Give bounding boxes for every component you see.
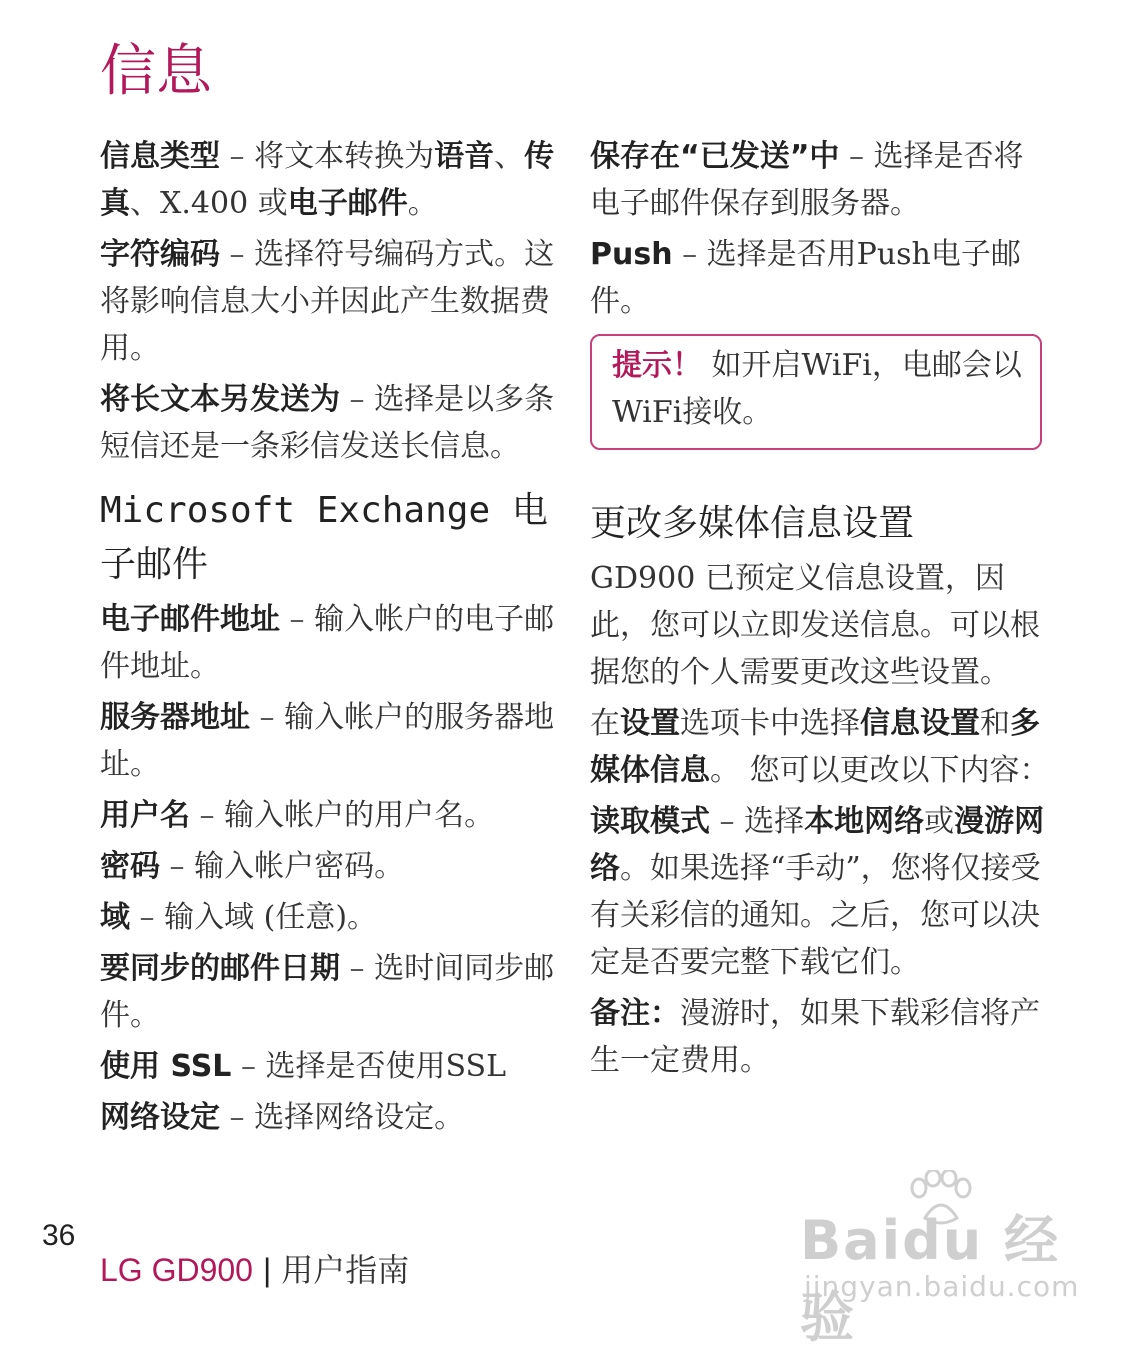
dash: –: [839, 139, 874, 174]
exchange-heading: [100, 484, 560, 592]
dash: –: [190, 798, 225, 833]
exchange-setting-item: [100, 843, 560, 890]
text: 选择: [744, 804, 805, 839]
text: 在: [590, 706, 620, 741]
description: 选择是否将电子邮件保存到服务器。: [590, 139, 1024, 221]
page-title: 信息: [100, 39, 212, 104]
guide-label: 用户指南: [281, 1252, 410, 1288]
description: 输入帐户的用户名。: [224, 798, 495, 833]
left-column: [100, 133, 560, 1145]
term: 使用 SSL: [100, 1049, 232, 1084]
description: 选择符号编码方式。这将影响信息大小并因此产生数据费用。: [100, 237, 555, 366]
description: 选择是否使用SSL: [265, 1049, 507, 1084]
term: 将长文本另发送为: [100, 382, 340, 417]
exchange-setting-item: [100, 894, 560, 941]
footer: [100, 1250, 409, 1290]
watermark-url: jingyan.baidu.com: [804, 1270, 1080, 1303]
model-name: LG GD900: [100, 1252, 253, 1288]
dash: –: [231, 1049, 266, 1084]
text: 。 您可以更改以下内容：: [710, 753, 1050, 788]
description: 选择是以多条短信还是一条彩信发送长信息。: [100, 382, 555, 464]
exchange-settings-list: [100, 596, 560, 1141]
dash: –: [220, 237, 255, 272]
term: 信息类型: [100, 139, 220, 174]
dash: –: [280, 602, 315, 637]
description: 选时间同步邮件。: [100, 951, 555, 1033]
mms-intro: GD900 已预定义信息设置，因此，您可以立即发送信息。可以根据您的个人需要更改这些设置。: [590, 561, 1040, 690]
dash: –: [672, 237, 707, 272]
heading-latin: Microsoft Exchange: [100, 490, 512, 531]
roaming-note: [590, 990, 1050, 1084]
save-sent-setting: [590, 133, 1050, 227]
text: 将文本转换为: [254, 139, 435, 174]
term: 要同步的邮件日期: [100, 951, 340, 986]
note-label: 备注：: [590, 996, 680, 1031]
description: 选择网络设定。: [254, 1100, 465, 1135]
long-text-setting: [100, 376, 560, 470]
option-home-network: 本地网络: [804, 804, 925, 839]
exchange-setting-item: [100, 792, 560, 839]
dash: –: [250, 700, 285, 735]
dash: –: [340, 951, 375, 986]
dash: –: [220, 139, 255, 174]
text: 。: [407, 186, 438, 221]
option-roaming-network: 漫游网络: [590, 804, 1045, 886]
heading-zh: 电子邮件: [100, 490, 548, 585]
text: 。如果选择“手动”，您将仅接受有关彩信的通知。之后，您可以决定是否要完整下载它们。: [590, 851, 1041, 980]
description: 输入帐户密码。: [194, 849, 405, 884]
baidu-watermark: [800, 1170, 1080, 1349]
text: 或: [924, 804, 955, 839]
multimedia-message: 多媒体信息: [590, 706, 1040, 788]
retrieval-mode-setting: [590, 798, 1050, 986]
dash: –: [710, 804, 745, 839]
option-email: 电子邮件: [287, 186, 408, 221]
description: 输入帐户的电子邮件地址。: [100, 602, 555, 684]
message-type-setting: [100, 133, 560, 227]
dash: –: [340, 382, 375, 417]
mms-navigation: [590, 700, 1050, 794]
note-text: 漫游时，如果下载彩信将产生一定费用。: [590, 996, 1040, 1078]
exchange-setting-item: [100, 945, 560, 1039]
text: 、: [494, 139, 525, 174]
footer-separator: |: [262, 1252, 272, 1288]
mms-section: [590, 497, 1050, 1088]
right-column: [590, 133, 1050, 329]
term: 密码: [100, 849, 160, 884]
char-encoding-setting: [100, 231, 560, 372]
term: Push: [590, 237, 673, 272]
term: 电子邮件地址: [100, 602, 280, 637]
term: 域: [100, 900, 130, 935]
push-setting: [590, 231, 1050, 325]
exchange-setting-item: [100, 1094, 560, 1141]
option-voice: 语音: [434, 139, 495, 174]
term: 网络设定: [100, 1100, 220, 1135]
term: 字符编码: [100, 237, 220, 272]
term: 服务器地址: [100, 700, 250, 735]
option-fax: 传真: [100, 139, 555, 221]
text: 、X.400 或: [130, 186, 288, 221]
text: 选项卡中选择: [680, 706, 860, 741]
term: 保存在“已发送”中: [590, 139, 840, 174]
dash: –: [130, 900, 165, 935]
exchange-setting-item: [100, 596, 560, 690]
term: 用户名: [100, 798, 190, 833]
description: 输入域 (任意)。: [164, 900, 378, 935]
term: 读取模式: [590, 804, 710, 839]
dash: –: [160, 849, 195, 884]
mms-heading: 更改多媒体信息设置: [590, 503, 915, 544]
exchange-setting-item: [100, 1043, 560, 1090]
description: 选择是否用Push电子邮件。: [590, 237, 1021, 319]
settings-tab: 设置: [620, 706, 680, 741]
text: 和: [980, 706, 1010, 741]
tip-label: 提示！: [612, 348, 702, 383]
tip-text: 如开启WiFi，电邮会以WiFi接收。: [612, 348, 1022, 430]
exchange-setting-item: [100, 694, 560, 788]
page-number: 36: [42, 1219, 76, 1252]
message-settings: 信息设置: [860, 706, 980, 741]
watermark-logo: Baidu 经验: [800, 1209, 1061, 1349]
tip-box: [590, 334, 1042, 450]
description: 输入帐户的服务器地址。: [100, 700, 555, 782]
dash: –: [220, 1100, 255, 1135]
